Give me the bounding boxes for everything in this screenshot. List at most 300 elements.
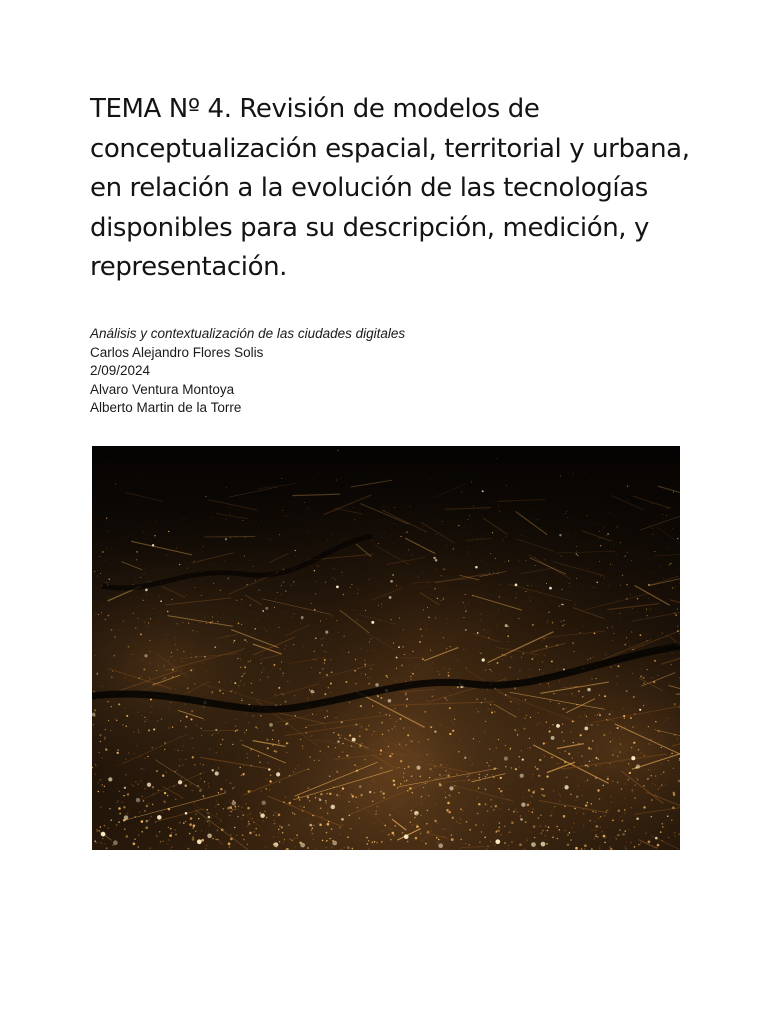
city-light-dot — [179, 822, 181, 824]
city-light-dot — [261, 520, 262, 521]
city-light-dot — [294, 613, 295, 614]
city-light-dot — [622, 820, 624, 822]
city-light-dot — [368, 744, 369, 745]
city-light-dot — [307, 697, 308, 698]
city-light-dot — [468, 779, 469, 780]
city-light-dot — [515, 768, 517, 770]
city-light-dot — [624, 726, 625, 727]
city-light-dot — [380, 697, 382, 699]
city-light-dot — [592, 740, 593, 741]
city-light-dot — [100, 573, 101, 574]
city-light-dot — [613, 750, 614, 751]
city-light-dot — [134, 816, 136, 818]
city-light-dot — [650, 572, 651, 573]
city-light-dot — [532, 624, 534, 626]
city-light-dot — [575, 686, 576, 687]
city-light-dot — [243, 648, 244, 649]
city-light-dot — [643, 806, 646, 809]
city-light-dot — [620, 542, 621, 543]
city-light-dot — [637, 612, 638, 613]
city-light-dot — [452, 600, 453, 601]
city-light-dot — [246, 641, 247, 642]
city-light-dot — [652, 783, 653, 784]
city-light-dot — [175, 640, 176, 641]
city-light-dot — [446, 699, 447, 700]
city-light-dot — [112, 671, 113, 672]
city-light-dot — [513, 811, 515, 813]
city-light-dot — [195, 656, 196, 657]
city-light-dot — [194, 802, 196, 804]
city-light-dot — [484, 836, 486, 838]
city-light-dot — [262, 610, 264, 612]
city-light-dot — [315, 593, 316, 594]
city-light-dot — [422, 572, 423, 573]
city-light-dot — [473, 759, 474, 760]
city-light-dot — [456, 821, 458, 823]
city-light-dot — [190, 713, 191, 714]
city-light-dot — [521, 802, 525, 806]
city-light-dot — [242, 814, 244, 816]
city-light-dot — [485, 803, 487, 805]
city-light-dot — [530, 600, 531, 601]
city-light-dot — [600, 545, 601, 546]
city-light-dot — [185, 759, 186, 760]
city-light-dot — [246, 753, 247, 754]
city-light-dot — [278, 743, 279, 744]
city-light-dot — [453, 548, 454, 549]
city-light-dot — [386, 574, 387, 575]
city-light-dot — [369, 677, 370, 678]
city-light-dot — [390, 580, 393, 583]
city-light-dot — [161, 718, 162, 719]
city-light-dot — [517, 734, 518, 735]
city-light-dot — [460, 808, 462, 810]
city-light-dot — [541, 832, 543, 834]
city-light-dot — [255, 727, 256, 728]
city-light-dot — [394, 825, 396, 827]
city-light-dot — [547, 622, 548, 623]
city-light-dot — [196, 725, 197, 726]
city-light-dot — [342, 575, 343, 576]
city-light-dot — [321, 638, 322, 639]
city-light-dot — [292, 812, 294, 814]
city-light-dot — [357, 786, 358, 787]
city-light-dot — [324, 693, 326, 695]
city-light-dot — [463, 781, 464, 782]
city-light-dot — [610, 741, 611, 742]
city-light-dot — [536, 724, 537, 725]
city-light-dot — [404, 834, 409, 839]
city-light-dot — [357, 593, 358, 594]
city-light-dot — [439, 783, 441, 785]
city-light-dot — [529, 747, 530, 748]
city-light-dot — [137, 846, 139, 848]
city-light-dot — [388, 730, 389, 731]
city-light-dot — [182, 622, 183, 623]
city-light-dot — [587, 515, 588, 516]
city-light-dot — [673, 792, 675, 794]
city-light-dot — [531, 777, 532, 778]
city-light-dot — [432, 760, 433, 761]
city-light-dot — [185, 726, 186, 727]
city-light-dot — [507, 630, 508, 631]
city-light-dot — [563, 604, 565, 606]
city-light-dot — [655, 721, 656, 722]
city-light-dot — [673, 491, 674, 492]
city-light-dot — [484, 558, 485, 559]
city-light-dot — [425, 843, 427, 845]
city-light-dot — [672, 528, 673, 529]
city-light-dot — [587, 688, 591, 692]
city-light-dot — [307, 769, 308, 770]
city-light-dot — [415, 719, 416, 720]
city-light-dot — [259, 812, 261, 814]
city-light-dot — [426, 586, 427, 587]
city-light-dot — [349, 815, 351, 817]
city-light-dot — [220, 590, 221, 591]
city-light-dot — [301, 616, 304, 619]
city-light-dot — [572, 757, 573, 758]
city-light-dot — [181, 797, 183, 799]
city-light-dot — [191, 657, 192, 658]
city-light-dot — [140, 780, 141, 781]
city-light-dot — [503, 621, 504, 622]
city-light-dot — [360, 705, 362, 707]
city-light-dot — [356, 770, 358, 772]
city-light-dot — [255, 828, 257, 830]
city-light-dot — [607, 627, 608, 628]
city-light-dot — [671, 664, 672, 665]
city-light-dot — [143, 669, 145, 671]
city-light-dot — [179, 603, 180, 604]
city-light-dot — [421, 796, 423, 798]
city-light-dot — [411, 679, 412, 680]
city-light-dot — [170, 828, 172, 830]
city-light-dot — [652, 529, 653, 530]
city-night-aerial-photo — [92, 446, 680, 850]
city-light-dot — [489, 573, 490, 574]
city-light-dot — [657, 844, 660, 847]
city-light-dot — [178, 750, 179, 751]
city-light-dot — [386, 596, 387, 597]
city-light-dot — [381, 603, 382, 604]
city-light-dot — [296, 834, 298, 836]
city-light-dot — [192, 747, 193, 748]
city-light-dot — [372, 801, 374, 803]
city-light-dot — [636, 777, 637, 778]
city-light-dot — [347, 836, 349, 838]
city-light-dot — [481, 702, 482, 703]
city-light-dot — [202, 613, 203, 614]
city-light-dot — [403, 799, 405, 801]
city-light-dot — [365, 610, 366, 611]
city-light-dot — [215, 806, 217, 808]
city-light-dot — [138, 731, 139, 732]
city-light-dot — [571, 806, 573, 808]
city-light-dot — [105, 748, 107, 750]
city-light-dot — [396, 721, 397, 722]
city-light-dot — [295, 768, 296, 769]
city-light-dot — [337, 450, 338, 451]
city-light-dot — [180, 778, 181, 779]
city-light-dot — [232, 801, 236, 805]
city-light-dot — [606, 719, 607, 720]
city-light-dot — [628, 829, 630, 831]
city-light-dot — [106, 517, 107, 518]
city-light-dot — [617, 527, 618, 528]
city-light-dot — [125, 759, 126, 760]
city-light-dot — [140, 634, 142, 636]
city-light-dot — [494, 711, 495, 712]
city-light-dot — [648, 598, 649, 599]
city-light-dot — [465, 594, 466, 595]
city-light-dot — [597, 714, 598, 715]
city-light-dot — [106, 548, 107, 549]
city-light-dot — [401, 664, 403, 666]
city-light-dot — [449, 733, 451, 735]
city-light-dot — [425, 798, 427, 800]
city-light-dot — [595, 678, 596, 679]
city-light-dot — [637, 779, 638, 780]
city-light-dot — [558, 703, 559, 704]
city-light-dot — [230, 691, 231, 692]
city-light-dot — [358, 589, 359, 590]
city-light-dot — [211, 734, 212, 735]
city-light-dot — [674, 704, 675, 705]
city-light-dot — [365, 748, 366, 749]
city-light-dot — [541, 794, 543, 796]
city-light-dot — [118, 821, 120, 823]
city-light-dot — [523, 842, 525, 844]
city-light-dot — [542, 830, 544, 832]
city-light-dot — [337, 740, 339, 742]
city-light-dot — [482, 658, 485, 661]
city-light-dot — [293, 456, 294, 457]
city-light-dot — [468, 519, 469, 520]
city-light-dot — [153, 728, 155, 730]
city-light-dot — [380, 749, 382, 751]
city-light-dot — [208, 786, 209, 787]
city-light-dot — [521, 750, 522, 751]
city-light-dot — [538, 817, 540, 819]
city-light-dot — [546, 721, 547, 722]
city-light-dot — [258, 511, 259, 512]
city-light-dot — [203, 546, 204, 547]
city-light-dot — [107, 531, 108, 532]
city-light-dot — [206, 809, 208, 811]
city-light-dot — [192, 836, 194, 838]
city-light-dot — [94, 691, 95, 692]
city-light-dot — [232, 744, 233, 745]
city-light-dot — [289, 802, 292, 805]
city-light-dot — [325, 631, 328, 634]
city-light-dot — [286, 742, 288, 744]
city-light-dot — [165, 772, 166, 773]
city-light-dot — [372, 744, 373, 745]
city-light-dot — [617, 727, 619, 729]
city-light-dot — [426, 722, 427, 723]
city-light-dot — [212, 691, 213, 692]
city-light-dot — [288, 824, 290, 826]
city-light-dot — [465, 610, 467, 612]
city-light-dot — [567, 511, 568, 512]
city-light-dot — [463, 602, 464, 603]
city-light-dot — [449, 795, 451, 797]
city-light-dot — [344, 738, 345, 739]
city-light-dot — [670, 563, 671, 564]
city-light-dot — [336, 586, 339, 589]
city-light-dot — [300, 623, 301, 624]
city-light-dot — [377, 742, 378, 743]
city-light-dot — [195, 830, 197, 832]
city-light-dot — [476, 699, 477, 700]
city-light-dot — [520, 818, 523, 821]
city-light-dot — [427, 700, 428, 701]
city-light-dot — [246, 584, 248, 586]
city-light-dot — [213, 583, 214, 584]
city-light-dot — [355, 683, 356, 684]
city-light-dot — [472, 764, 473, 765]
city-light-dot — [634, 785, 635, 786]
city-light-dot — [233, 800, 235, 802]
city-light-dot — [624, 809, 626, 811]
city-light-dot — [388, 699, 392, 703]
city-light-dot — [470, 725, 471, 726]
city-light-dot — [427, 831, 430, 834]
city-light-dot — [315, 848, 317, 850]
city-light-dot — [380, 753, 381, 754]
city-light-dot — [249, 813, 251, 815]
city-light-dot — [105, 582, 106, 583]
city-light-dot — [640, 668, 641, 669]
city-light-dot — [368, 725, 369, 726]
city-light-dot — [408, 740, 409, 741]
city-light-dot — [261, 655, 262, 656]
city-light-dot — [519, 670, 520, 671]
city-light-dot — [574, 604, 575, 605]
city-light-dot — [434, 731, 436, 733]
city-light-dot — [266, 817, 268, 819]
city-light-dot — [280, 586, 281, 587]
city-light-dot — [144, 788, 145, 789]
city-light-dot — [179, 765, 180, 766]
city-light-dot — [95, 842, 97, 844]
city-light-dot — [446, 703, 447, 704]
city-light-dot — [385, 714, 386, 715]
city-light-dot — [372, 705, 373, 706]
city-light-dot — [564, 624, 565, 625]
city-light-dot — [605, 654, 606, 655]
city-light-dot — [117, 802, 119, 804]
city-light-dot — [478, 803, 481, 806]
city-light-dot — [142, 660, 143, 661]
city-light-dot — [156, 770, 158, 772]
city-light-dot — [466, 547, 467, 548]
city-light-dot — [361, 652, 362, 653]
city-light-dot — [506, 536, 507, 537]
city-light-dot — [263, 668, 264, 669]
city-light-dot — [251, 692, 252, 693]
city-light-dot — [278, 740, 279, 741]
city-light-dot — [485, 670, 486, 671]
city-light-dot — [273, 668, 274, 669]
city-light-dot — [599, 765, 600, 766]
city-light-dot — [622, 574, 623, 575]
city-light-dot — [409, 727, 410, 728]
city-light-dot — [514, 687, 516, 689]
city-light-dot — [565, 694, 566, 695]
city-light-dot — [663, 772, 664, 773]
city-light-dot — [593, 587, 594, 588]
city-light-dot — [336, 794, 338, 796]
city-light-dot — [394, 708, 395, 709]
city-light-dot — [348, 801, 350, 803]
city-light-dot — [281, 661, 282, 662]
city-light-dot — [532, 791, 534, 793]
city-light-dot — [450, 646, 451, 647]
city-light-dot — [415, 837, 418, 840]
city-light-dot — [674, 832, 676, 834]
city-light-dot — [358, 668, 359, 669]
city-light-dot — [523, 728, 525, 730]
city-light-dot — [297, 765, 298, 766]
city-light-dot — [653, 534, 654, 535]
city-light-dot — [124, 828, 126, 830]
city-light-dot — [274, 607, 275, 608]
city-light-dot — [427, 810, 429, 812]
city-light-dot — [303, 806, 305, 808]
city-light-dot — [584, 726, 588, 730]
city-light-dot — [404, 573, 405, 574]
city-light-dot — [295, 550, 296, 551]
city-light-dot — [658, 638, 659, 639]
city-light-dot — [101, 612, 102, 613]
city-light-dot — [162, 775, 164, 777]
city-light-dot — [136, 745, 137, 746]
city-light-dot — [518, 618, 519, 619]
city-light-dot — [442, 521, 443, 522]
city-light-dot — [561, 621, 562, 622]
city-light-dot — [499, 808, 501, 810]
city-light-dot — [425, 783, 426, 784]
city-light-dot — [150, 712, 151, 713]
city-light-dot — [518, 699, 519, 700]
city-light-dot — [234, 805, 236, 807]
city-light-dot — [360, 744, 361, 745]
city-light-dot — [215, 771, 219, 775]
city-light-dot — [230, 514, 231, 515]
city-light-dot — [279, 627, 280, 628]
city-light-dot — [594, 633, 596, 635]
city-light-dot — [661, 747, 662, 748]
city-light-dot — [130, 680, 131, 681]
city-light-dot — [626, 637, 627, 638]
city-light-dot — [418, 768, 419, 769]
city-light-dot — [209, 825, 211, 827]
city-light-dot — [141, 768, 142, 769]
city-light-dot — [398, 646, 400, 648]
city-light-dot — [163, 678, 164, 679]
city-light-dot — [619, 618, 620, 619]
city-light-dot — [258, 834, 260, 836]
city-light-dot — [399, 718, 401, 720]
city-light-dot — [573, 721, 574, 722]
city-light-dot — [645, 833, 647, 835]
city-light-dot — [275, 598, 276, 599]
city-light-dot — [117, 752, 119, 754]
city-light-dot — [610, 767, 611, 768]
city-light-dot — [473, 506, 474, 507]
